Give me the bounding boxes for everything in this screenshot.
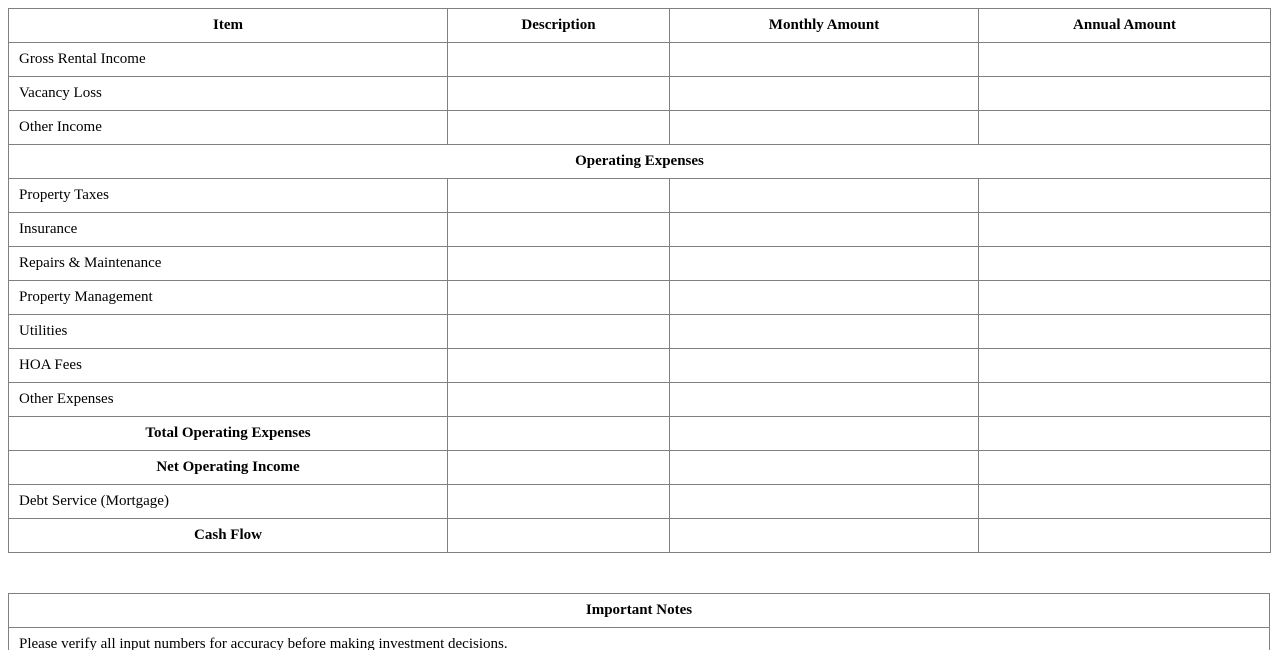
row-label: Property Taxes bbox=[9, 179, 448, 213]
annual-amount-cell[interactable] bbox=[979, 111, 1271, 145]
annual-amount-cell[interactable] bbox=[979, 485, 1271, 519]
monthly-amount-cell[interactable] bbox=[670, 383, 979, 417]
row-repairs-maintenance bbox=[9, 247, 1271, 281]
annual-amount-cell[interactable] bbox=[979, 213, 1271, 247]
row-insurance bbox=[9, 213, 1271, 247]
row-label: Gross Rental Income bbox=[9, 43, 448, 77]
description-cell[interactable] bbox=[448, 43, 670, 77]
section-row-operating-expenses bbox=[9, 145, 1271, 179]
notes-row bbox=[9, 628, 1270, 650]
monthly-amount-cell[interactable] bbox=[670, 451, 979, 485]
row-label: Other Income bbox=[9, 111, 448, 145]
annual-amount-cell[interactable] bbox=[979, 519, 1271, 553]
monthly-amount-cell[interactable] bbox=[670, 43, 979, 77]
row-label: Utilities bbox=[9, 315, 448, 349]
notes-header-row bbox=[9, 594, 1270, 628]
description-cell[interactable] bbox=[448, 451, 670, 485]
row-hoa-fees bbox=[9, 349, 1271, 383]
annual-amount-cell[interactable] bbox=[979, 179, 1271, 213]
annual-amount-cell[interactable] bbox=[979, 417, 1271, 451]
row-label: Other Expenses bbox=[9, 383, 448, 417]
section-heading: Operating Expenses bbox=[9, 145, 1271, 179]
row-label: Total Operating Expenses bbox=[9, 417, 448, 451]
description-cell[interactable] bbox=[448, 349, 670, 383]
row-label: Property Management bbox=[9, 281, 448, 315]
row-property-management bbox=[9, 281, 1271, 315]
row-gross-rental-income bbox=[9, 43, 1271, 77]
header-row bbox=[9, 9, 1271, 43]
row-property-taxes bbox=[9, 179, 1271, 213]
notes-title: Important Notes bbox=[9, 594, 1270, 628]
annual-amount-cell[interactable] bbox=[979, 451, 1271, 485]
annual-amount-cell[interactable] bbox=[979, 247, 1271, 281]
notes-text: Please verify all input numbers for accuracy before making investment decisions. bbox=[9, 628, 1270, 650]
notes-table bbox=[8, 593, 1270, 650]
cash-flow-table bbox=[8, 8, 1271, 553]
description-cell[interactable] bbox=[448, 247, 670, 281]
description-cell[interactable] bbox=[448, 519, 670, 553]
annual-amount-cell[interactable] bbox=[979, 383, 1271, 417]
monthly-amount-cell[interactable] bbox=[670, 315, 979, 349]
row-label: Net Operating Income bbox=[9, 451, 448, 485]
row-cash-flow bbox=[9, 519, 1271, 553]
row-other-expenses bbox=[9, 383, 1271, 417]
row-utilities bbox=[9, 315, 1271, 349]
description-cell[interactable] bbox=[448, 77, 670, 111]
monthly-amount-cell[interactable] bbox=[670, 485, 979, 519]
column-header-annual-amount: Annual Amount bbox=[979, 9, 1271, 43]
annual-amount-cell[interactable] bbox=[979, 315, 1271, 349]
row-net-operating-income bbox=[9, 451, 1271, 485]
description-cell[interactable] bbox=[448, 111, 670, 145]
annual-amount-cell[interactable] bbox=[979, 77, 1271, 111]
description-cell[interactable] bbox=[448, 179, 670, 213]
row-label: Debt Service (Mortgage) bbox=[9, 485, 448, 519]
monthly-amount-cell[interactable] bbox=[670, 519, 979, 553]
annual-amount-cell[interactable] bbox=[979, 43, 1271, 77]
column-header-monthly-amount: Monthly Amount bbox=[670, 9, 979, 43]
description-cell[interactable] bbox=[448, 485, 670, 519]
row-vacancy-loss bbox=[9, 77, 1271, 111]
description-cell[interactable] bbox=[448, 213, 670, 247]
row-label: HOA Fees bbox=[9, 349, 448, 383]
monthly-amount-cell[interactable] bbox=[670, 213, 979, 247]
row-label: Repairs & Maintenance bbox=[9, 247, 448, 281]
row-label: Cash Flow bbox=[9, 519, 448, 553]
monthly-amount-cell[interactable] bbox=[670, 349, 979, 383]
annual-amount-cell[interactable] bbox=[979, 281, 1271, 315]
row-total-operating-expenses bbox=[9, 417, 1271, 451]
row-label: Insurance bbox=[9, 213, 448, 247]
description-cell[interactable] bbox=[448, 417, 670, 451]
description-cell[interactable] bbox=[448, 383, 670, 417]
monthly-amount-cell[interactable] bbox=[670, 111, 979, 145]
monthly-amount-cell[interactable] bbox=[670, 247, 979, 281]
column-header-description: Description bbox=[448, 9, 670, 43]
description-cell[interactable] bbox=[448, 281, 670, 315]
column-header-item: Item bbox=[9, 9, 448, 43]
row-label: Vacancy Loss bbox=[9, 77, 448, 111]
description-cell[interactable] bbox=[448, 315, 670, 349]
annual-amount-cell[interactable] bbox=[979, 349, 1271, 383]
monthly-amount-cell[interactable] bbox=[670, 281, 979, 315]
row-other-income bbox=[9, 111, 1271, 145]
row-debt-service bbox=[9, 485, 1271, 519]
monthly-amount-cell[interactable] bbox=[670, 77, 979, 111]
monthly-amount-cell[interactable] bbox=[670, 417, 979, 451]
monthly-amount-cell[interactable] bbox=[670, 179, 979, 213]
